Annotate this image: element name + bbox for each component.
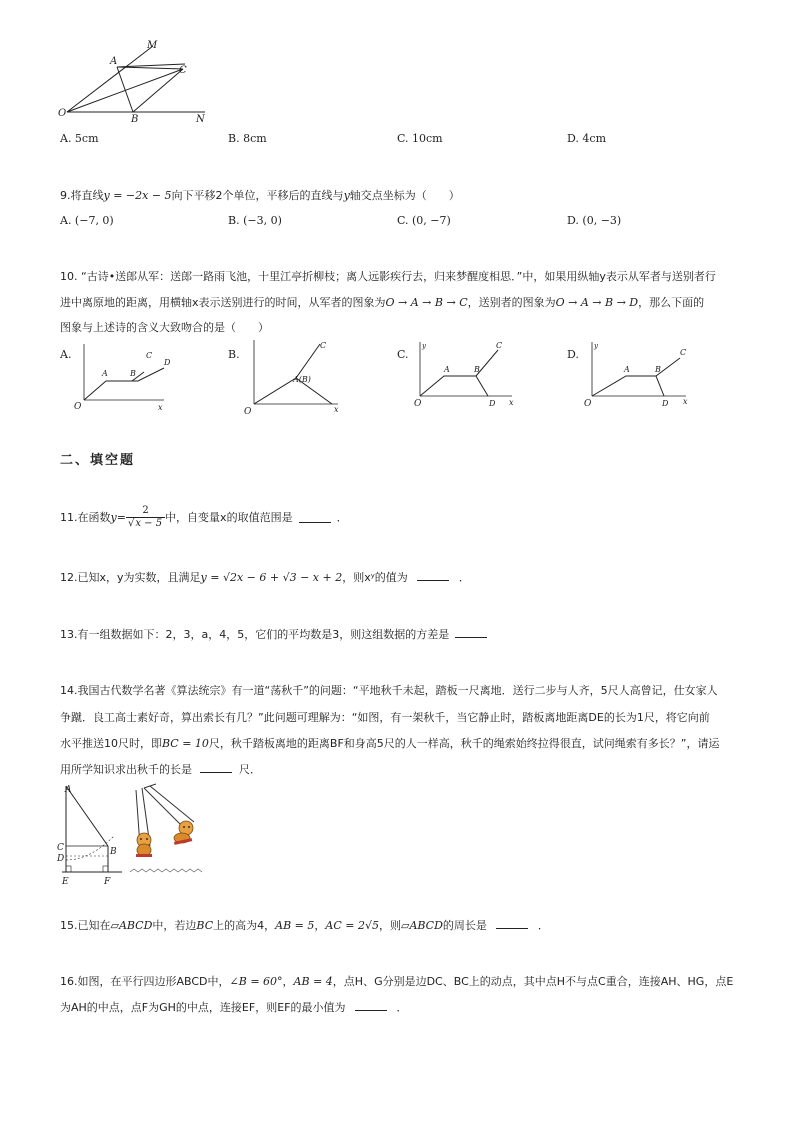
q16-line2: 为AH的中点，点F为GH的中点，连接EF，则EF的最小值为 ． [60,1001,408,1014]
svg-text:y: y [594,342,598,350]
svg-text:x: x [334,405,339,414]
swing-illustration [124,782,220,878]
svg-text:B: B [474,365,480,374]
q8-figure [55,36,215,124]
svg-text:F: F [104,877,111,887]
svg-text:D: D [489,399,496,408]
q16-line1: 16.如图，在平行四边形ABCD中，∠B = 60°，AB = 4，点H、G分别是边DC、BC上的动点，其中点H不与点C重合，连接AH、HG，点E [60,975,734,988]
q8-label-m: M [147,40,158,51]
svg-text:B: B [130,369,136,378]
svg-text:D: D [662,399,669,408]
svg-text:A: A [444,365,450,374]
svg-text:C: C [57,843,64,853]
q12-answer-blank[interactable] [417,570,449,581]
q14-figure [56,782,128,888]
svg-text:E: E [62,877,69,887]
section-title: 二、填空题 [60,453,136,468]
q14-line3: 水平推送10尺时，即BC = 10尺，秋千踏板离地的距离BF和身高5尺的人一样高，秋千的绳索始终拉得很直，试问绳索有多长？”，请运 [60,737,720,750]
q10-option-b[interactable]: B. [228,348,240,361]
svg-text:x: x [683,397,688,406]
svg-text:A: A [65,785,72,795]
q11-question: 11.在函数 y = $\frac{2}{√x - 5}$ 中，自变量x的取值范围是 ． [60,504,348,529]
q13-question: 13.有一组数据如下：2，3，a，4，5，它们的平均数是3，则这组数据的方差是 [60,627,487,642]
svg-text:y: y [422,342,426,350]
q11-fraction: $\frac{2}{√x - 5}$ [126,505,165,530]
svg-text:C: C [320,341,327,350]
svg-text:C: C [496,341,503,350]
q10-graph-c[interactable] [410,338,518,410]
q10-option-a[interactable]: A. [60,348,72,361]
svg-text:O: O [414,399,422,409]
svg-text:A: A [102,369,108,378]
svg-text:D: D [57,854,65,864]
q10-graph-a[interactable] [72,340,172,412]
q14-answer-blank[interactable] [200,762,232,773]
q8-option-d[interactable]: D. 4cm [567,132,607,145]
q15-answer-blank[interactable] [496,918,528,929]
q10-line2: 进中离原地的距离，用横轴x表示送别进行的时间，从军者的图象为O → A → B → C，送别者的图象为O → A → B → D，那么下面的 [60,296,705,309]
svg-text:C: C [146,351,153,360]
q14-line4: 用所学知识求出秋千的长是 尺． [60,763,261,776]
svg-text:O: O [244,407,252,416]
q8-label-b: B [131,114,139,124]
svg-text:O: O [584,399,592,409]
q9-option-c[interactable]: C. (0, −7) [397,214,451,227]
q8-option-c[interactable]: C. 10cm [397,132,443,145]
q11-answer-blank[interactable] [299,512,331,523]
q14-line1: 14.我国古代数学名著《算法统宗》有一道“荡秋千”的问题：“平地秋千未起，踏板一尺离地．送行二步与人齐，5尺人高曾记，仕女家人 [60,684,718,697]
svg-text:A: A [624,365,630,374]
q9-option-a[interactable]: A. (−7, 0) [60,214,114,227]
q16-answer-blank[interactable] [355,1000,387,1011]
q10-graph-d[interactable] [580,338,692,410]
svg-text:D: D [164,358,171,367]
svg-text:x: x [158,403,163,412]
q8-label-a: A [110,56,118,67]
q8-option-a[interactable]: A. 5cm [60,132,99,145]
q8-label-o: O [58,108,67,119]
q10-line1: 10. “古诗•送郎从军：送郎一路雨飞池，十里江亭折柳枝；离人远影疾行去，归来梦醒度相思．”中，如果用纵轴y表示从军者与送别者行 [60,270,716,283]
q9-question: 9.将直线y = −2x − 5向下平移2个单位，平移后的直线与y轴交点坐标为（ ） [60,189,460,202]
svg-text:O: O [74,402,82,412]
q15-question: 15.已知在▱ABCD中，若边BC上的高为4，AB = 5，AC = 2√5，则▱ABCD的周长是 ． [60,919,549,932]
q8-label-c: C [179,65,187,76]
q9-option-d[interactable]: D. (0, −3) [567,214,622,227]
svg-text:C: C [680,348,687,357]
svg-text:x: x [509,398,514,407]
svg-text:A(B): A(B) [293,375,311,384]
q8-label-n: N [196,114,205,124]
q10-line3: 图象与上述诗的含义大致吻合的是（ ） [60,321,269,334]
q10-option-d[interactable]: D. [567,348,579,361]
svg-text:B: B [655,365,661,374]
q8-option-b[interactable]: B. 8cm [228,132,267,145]
q10-graph-b[interactable] [240,336,344,416]
q12-question: 12.已知x，y为实数，且满足y = √2x − 6 + √3 − x + 2，则xʸ的值为 ． [60,571,470,584]
svg-text:B: B [110,847,117,857]
q9-option-b[interactable]: B. (−3, 0) [228,214,282,227]
q10-option-c[interactable]: C. [397,348,409,361]
q14-line2: 争蹴．良工高士素好奇，算出索长有几？”此问题可理解为：“如图，有一架秋千，当它静止时，踏板离地距离DE的长为1尺，将它向前 [60,711,710,724]
q13-answer-blank[interactable] [455,627,487,638]
